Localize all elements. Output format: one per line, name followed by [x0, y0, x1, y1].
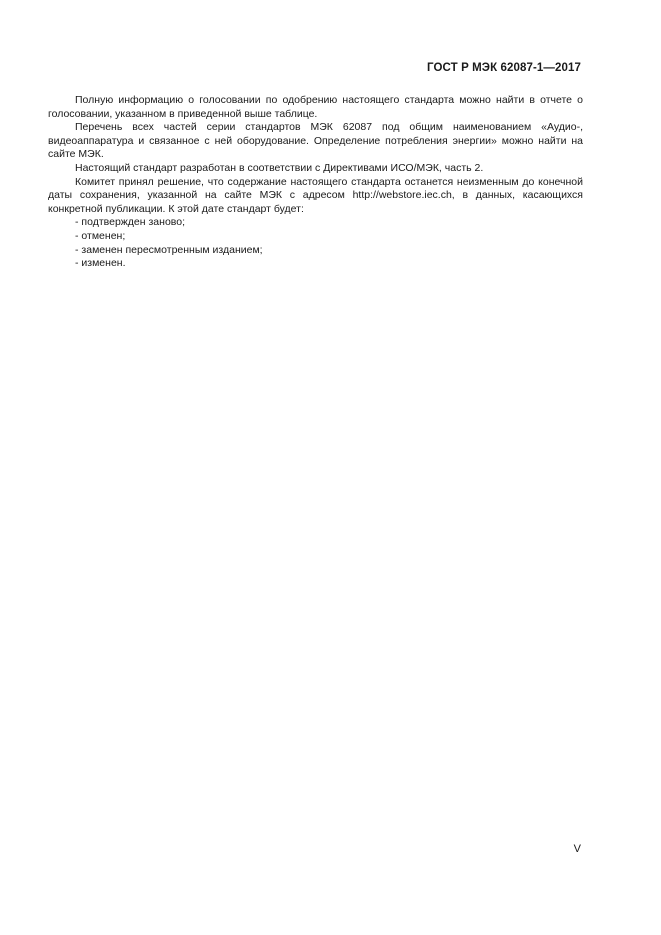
page-number: V [573, 843, 581, 855]
paragraph-directives: Настоящий стандарт разработан в соответствии с Директивами ИСО/МЭК, часть 2. [75, 161, 484, 174]
body-text [48, 94, 583, 271]
list-item: - отменен; [75, 229, 126, 242]
list-item: - подтвержден заново; [75, 216, 185, 229]
paragraph-committee-decision: Комитет принял решение, что содержание настоящего стандарта останется неизменным до конечной даты сохранения, указанной на сайте МЭК с адресом http://webstore.iec.ch, в данных, касающихся конкретной публикации. К этой дате стандарт будет: [48, 175, 583, 215]
paragraph-voting-info: Полную информацию о голосовании по одобрению настоящего стандарта можно найти в отчете о голосовании, указанном в приведенной выше таблице. [48, 94, 583, 120]
outcome-list [48, 216, 583, 270]
paragraph-series-list: Перечень всех частей серии стандартов МЭК 62087 под общим наименованием «Аудио-, видеоаппаратура и связанное с ней оборудование. Определение потребления энергии» можно найти на сайте МЭК. [48, 121, 583, 161]
list-item: - заменен пересмотренным изданием; [75, 243, 263, 256]
standard-header: ГОСТ Р МЭК 62087-1—2017 [427, 62, 581, 74]
list-item: - изменен. [75, 257, 126, 270]
